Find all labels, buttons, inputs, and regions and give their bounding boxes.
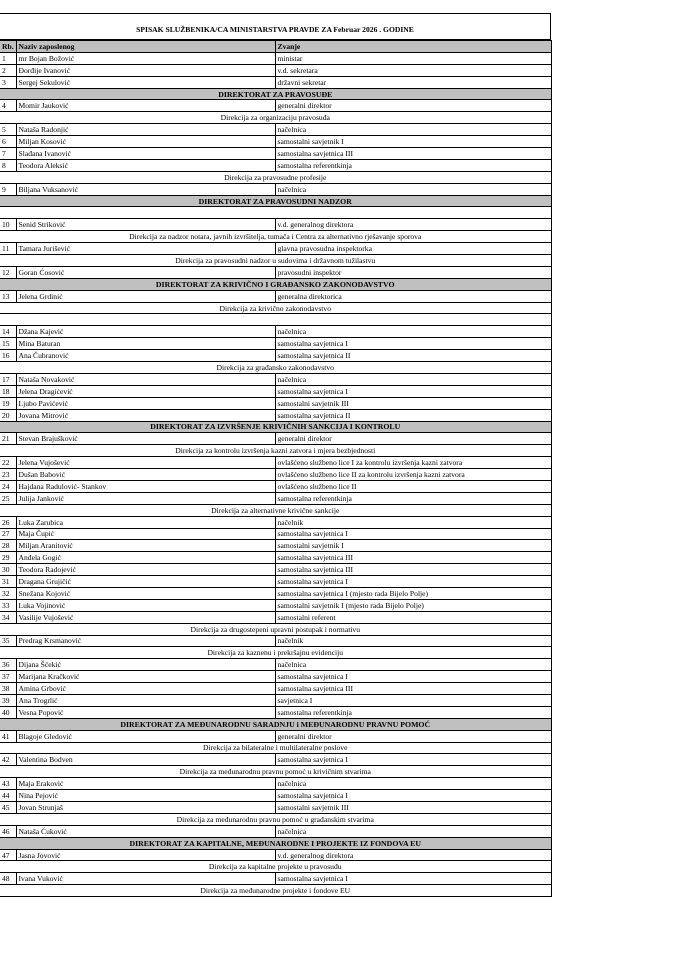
employee-rank: samostalna savjetnica III [275,552,551,564]
employee-rank: savjetnica I [275,694,551,706]
employee-name: Džana Kajević [16,326,275,338]
employee-number: 43 [0,778,16,790]
employee-row [0,825,551,837]
employee-name: Ljubo Pavićević [16,397,275,409]
employee-row [0,849,551,861]
employee-row [0,148,551,160]
column-header-rank: Zvanje [275,41,551,53]
employee-number: 48 [0,873,16,885]
employee-row [0,243,551,255]
employee-rank: v.d. generalnog direktora [275,849,551,861]
employee-name: Amina Grbović [16,683,275,695]
employee-row [0,671,551,683]
employee-name: Senid Striković [16,219,275,231]
employee-rank: načelnik [275,516,551,528]
direction-title: Direkcija za nadzor notara, javnih izvršitelja, tumača i Centra za alternativno rješavanje sporova [0,231,551,243]
employee-number: 15 [0,338,16,350]
direction-header-row [0,766,551,778]
employee-name: Anđela Gogić [16,552,275,564]
directorate-title: DIREKTORAT ZA PRAVOSUDNI NADZOR [0,195,551,207]
employee-number: 38 [0,683,16,695]
employee-rank: ovlašćeno službeno lice I za kontrolu izvršenja kazni zatvora [275,457,551,469]
employee-rank: samostalni savjetnik III [275,802,551,814]
employee-name: Slađana Ivanović [16,148,275,160]
document-title: SPISAK SLUŽBENIKA/CA MINISTARSTVA PRAVDE ZA Februar 2026 . GODINE [0,13,551,40]
employee-name: Momir Jauković [16,100,275,112]
employee-number: 17 [0,373,16,385]
directorate-title: DIREKTORAT ZA IZVRŠENJE KRIVIČNIH SANKCIJA I KONTROLU [0,421,551,433]
employee-name: Vesna Popović [16,706,275,718]
empty-row [0,207,551,219]
employee-number: 34 [0,611,16,623]
employee-number: 30 [0,564,16,576]
employee-rank: državni sekretar [275,76,551,88]
employee-number: 1 [0,52,16,64]
employee-name: Teodora Aleksić [16,159,275,171]
employee-number: 28 [0,540,16,552]
employee-name: Tamara Jurišević [16,243,275,255]
employee-rank: načelnica [275,778,551,790]
direction-title: Direkcija za drugostepeni upravni postupak i normativu [0,623,551,635]
employee-name: Marijana Kračković [16,671,275,683]
column-header-no: Rb. [0,41,16,53]
employee-number: 44 [0,790,16,802]
direction-header-row [0,647,551,659]
employee-row [0,706,551,718]
employee-rank: samostalna savjetnica I [275,790,551,802]
employee-number: 37 [0,671,16,683]
direction-title: Direkcija za alternativne krivične sankcije [0,504,551,516]
employee-row [0,552,551,564]
employee-rank: načelnica [275,825,551,837]
employee-row [0,266,551,278]
employee-rank: samostalna savjetnica I [275,576,551,588]
employee-rank: samostalna savjetnica I [275,528,551,540]
staff-table [0,40,552,897]
employee-rank: samostalna savjetnica I [275,338,551,350]
employee-rank: samostalna savjetnica I [275,385,551,397]
employee-name: Jelena Grdinić [16,290,275,302]
employee-rank: ovlašćeno službeno lice II [275,480,551,492]
employee-row [0,136,551,148]
employee-number: 31 [0,576,16,588]
direction-header-row [0,302,551,314]
employee-row [0,373,551,385]
employee-number: 8 [0,159,16,171]
employee-rank: samostalna savjetnica III [275,683,551,695]
employee-rank: načelnica [275,659,551,671]
employee-number: 11 [0,243,16,255]
employee-number: 18 [0,385,16,397]
employee-rank: načelnik [275,635,551,647]
employee-name: Hajdana Radulović- Stankov [16,480,275,492]
employee-number: 16 [0,350,16,362]
employee-rank: samostalna savjetnica III [275,564,551,576]
directorate-title: DIREKTORAT ZA KAPITALNE, MEĐUNARODNE I PROJEKTE IZ FONDOVA EU [0,837,551,849]
employee-rank: samostalna savjetnica I [275,754,551,766]
employee-number: 9 [0,183,16,195]
employee-number: 23 [0,469,16,481]
table-body [0,52,551,896]
employee-number: 27 [0,528,16,540]
employee-row [0,397,551,409]
employee-row [0,802,551,814]
employee-name: Nataša Radonjić [16,124,275,136]
employee-rank: samostalna savjetnica III [275,148,551,160]
employee-name: Nina Pejović [16,790,275,802]
employee-row [0,469,551,481]
direction-title: Direkcija za organizaciju pravosuđa [0,112,551,124]
employee-number: 13 [0,290,16,302]
employee-rank: glavna pravosudna inspektorka [275,243,551,255]
employee-rank: pravosudni inspektor [275,266,551,278]
employee-rank: načelnica [275,183,551,195]
employee-number: 29 [0,552,16,564]
direction-title: Direkcija za krivično zakonodavstvo [0,302,551,314]
employee-row [0,683,551,695]
employee-number: 21 [0,433,16,445]
employee-row [0,219,551,231]
employee-name: Jelena Vujošević [16,457,275,469]
employee-rank: samostalni savjetnik I [275,136,551,148]
employee-rank: ministar [275,52,551,64]
employee-rank: samostalna savjetnica I (mjesto rada Bijelo Polje) [275,587,551,599]
employee-number: 47 [0,849,16,861]
direction-header-row [0,813,551,825]
employee-name: Đorđije Ivanović [16,64,275,76]
employee-row [0,564,551,576]
employee-number: 12 [0,266,16,278]
employee-number: 19 [0,397,16,409]
employee-number: 4 [0,100,16,112]
direction-title: Direkcija za građansko zakonodavstvo [0,362,551,374]
employee-row [0,457,551,469]
employee-name: Teodora Radojević [16,564,275,576]
directorate-title: DIREKTORAT ZA KRIVIČNO I GRAĐANSKO ZAKONODAVSTVO [0,278,551,290]
employee-row [0,124,551,136]
employee-number: 24 [0,480,16,492]
employee-row [0,480,551,492]
employee-name: Jovana Mitrović [16,409,275,421]
employee-number: 41 [0,730,16,742]
employee-name: Dragana Grujičić [16,576,275,588]
employee-name: Maja Eraković [16,778,275,790]
employee-number: 40 [0,706,16,718]
employee-number: 5 [0,124,16,136]
employee-rank: samostalna savjetnica I [275,671,551,683]
employee-name: mr Bojan Božović [16,52,275,64]
employee-name: Ana Trogrlić [16,694,275,706]
employee-name: Sergej Sekulović [16,76,275,88]
employee-row [0,433,551,445]
employee-rank: samostalni savjetnik I [275,540,551,552]
employee-row [0,635,551,647]
directorate-header-row [0,421,551,433]
employee-rank: samostalna savjetnica II [275,409,551,421]
employee-row [0,540,551,552]
direction-header-row [0,171,551,183]
empty-cell [0,314,551,326]
direction-title: Direkcija za međunarodne projekte i fondove EU [0,885,551,897]
employee-number: 26 [0,516,16,528]
employee-row [0,52,551,64]
employee-rank: generalni direktor [275,100,551,112]
employee-row [0,587,551,599]
employee-number: 14 [0,326,16,338]
employee-name: Maja Čupić [16,528,275,540]
empty-cell [0,207,551,219]
table-header-row [0,41,551,53]
direction-title: Direkcija za međunarodnu pravnu pomoć u građanskim stvarima [0,813,551,825]
employee-name: Valentina Bodven [16,754,275,766]
employee-rank: samostalna savjetnica I [275,873,551,885]
direction-title: Direkcija za pravosudni nadzor u sudovima i državnom tužilastvu [0,255,551,267]
employee-name: Snežana Kojović [16,587,275,599]
employee-row [0,611,551,623]
employee-name: Ivana Vuković [16,873,275,885]
employee-row [0,754,551,766]
employee-rank: v.d. generalnog direktora [275,219,551,231]
employee-row [0,528,551,540]
employee-name: Luka Vojinović [16,599,275,611]
employee-name: Ana Čubranović [16,350,275,362]
employee-name: Blagoje Gledović [16,730,275,742]
employee-name: Jovan Strunjaš [16,802,275,814]
employee-row [0,516,551,528]
employee-name: Predrag Krsmanović [16,635,275,647]
employee-name: Mina Baturan [16,338,275,350]
empty-row [0,314,551,326]
employee-row [0,778,551,790]
employee-number: 6 [0,136,16,148]
employee-name: Jasna Jovović [16,849,275,861]
direction-title: Direkcija za pravosudne profesije [0,171,551,183]
employee-row [0,659,551,671]
employee-name: Luka Zarubica [16,516,275,528]
employee-number: 10 [0,219,16,231]
employee-row [0,694,551,706]
employee-row [0,409,551,421]
employee-row [0,100,551,112]
direction-header-row [0,445,551,457]
employee-number: 25 [0,492,16,504]
directorate-title: DIREKTORAT ZA PRAVOSUĐE [0,88,551,100]
employee-rank: načelnica [275,124,551,136]
employee-row [0,338,551,350]
direction-header-row [0,255,551,267]
employee-rank: ovlašćeno službeno lice II za kontrolu izvršenja kazni zatvora [275,469,551,481]
employee-rank: samostalna referentkinja [275,159,551,171]
employee-rank: samostalna referentkinja [275,492,551,504]
employee-number: 33 [0,599,16,611]
employee-row [0,76,551,88]
employee-row [0,873,551,885]
employee-rank: samostalni savjetnik III [275,397,551,409]
employee-number: 32 [0,587,16,599]
employee-name: Miljan Kosović [16,136,275,148]
direction-header-row [0,231,551,243]
employee-rank: samostalni savjetnik I (mjesto rada Bijelo Polje) [275,599,551,611]
employee-name: Goran Ćosović [16,266,275,278]
direction-header-row [0,112,551,124]
employee-name: Dušan Babović [16,469,275,481]
direction-header-row [0,861,551,873]
employee-name: Vasilije Vujošević [16,611,275,623]
direction-title: Direkcija za kontrolu izvršenja kazni zatvora i mjera bezbjednosti [0,445,551,457]
employee-rank: v.d. sekretara [275,64,551,76]
directorate-header-row [0,278,551,290]
direction-header-row [0,742,551,754]
employee-row [0,730,551,742]
employee-row [0,290,551,302]
directorate-header-row [0,718,551,730]
employee-row [0,385,551,397]
employee-number: 7 [0,148,16,160]
employee-row [0,350,551,362]
employee-name: Julija Janković [16,492,275,504]
direction-header-row [0,504,551,516]
employee-rank: generalni direktor [275,433,551,445]
employee-row [0,576,551,588]
employee-number: 36 [0,659,16,671]
direction-title: Direkcija za kaznenu i prekršajnu evidenciju [0,647,551,659]
employee-rank: generalni direktor [275,730,551,742]
employee-name: Dijana Šćekić [16,659,275,671]
employee-row [0,159,551,171]
employee-row [0,64,551,76]
employee-name: Jelena Dragićević [16,385,275,397]
employee-number: 42 [0,754,16,766]
column-header-name: Naziv zaposlenog [16,41,275,53]
employee-name: Nataša Ćuković [16,825,275,837]
employee-number: 45 [0,802,16,814]
employee-row [0,492,551,504]
employee-number: 3 [0,76,16,88]
direction-header-row [0,885,551,897]
employee-row [0,790,551,802]
direction-title: Direkcija za bilateralne i multilateralne poslove [0,742,551,754]
employee-number: 22 [0,457,16,469]
employee-row [0,599,551,611]
direction-header-row [0,623,551,635]
employee-row [0,326,551,338]
employee-number: 46 [0,825,16,837]
employee-name: Stevan Brajušković [16,433,275,445]
employee-rank: generalna direktorica [275,290,551,302]
employee-rank: načelnica [275,326,551,338]
employee-rank: samostalna savjetnica II [275,350,551,362]
employee-rank: samostalna referentkinja [275,706,551,718]
direction-title: Direkcija za međunarodnu pravnu pomoć u krivičnim stvarima [0,766,551,778]
directorate-header-row [0,88,551,100]
directorate-title: DIREKTORAT ZA MEĐUNARODNU SARADNJU i MEĐUNARODNU PRAVNU POMOĆ [0,718,551,730]
employee-number: 2 [0,64,16,76]
employee-number: 20 [0,409,16,421]
directorate-header-row [0,837,551,849]
employee-rank: samostalni referent [275,611,551,623]
direction-title: Direkcija za kapitalne projekte u pravosuđu [0,861,551,873]
staff-list-sheet [0,13,551,897]
employee-name: Nataša Novaković [16,373,275,385]
employee-name: Miljan Aranitović [16,540,275,552]
employee-number: 39 [0,694,16,706]
employee-number: 35 [0,635,16,647]
direction-header-row [0,362,551,374]
employee-row [0,183,551,195]
employee-rank: načelnica [275,373,551,385]
directorate-header-row [0,195,551,207]
employee-name: Biljana Vuksanović [16,183,275,195]
